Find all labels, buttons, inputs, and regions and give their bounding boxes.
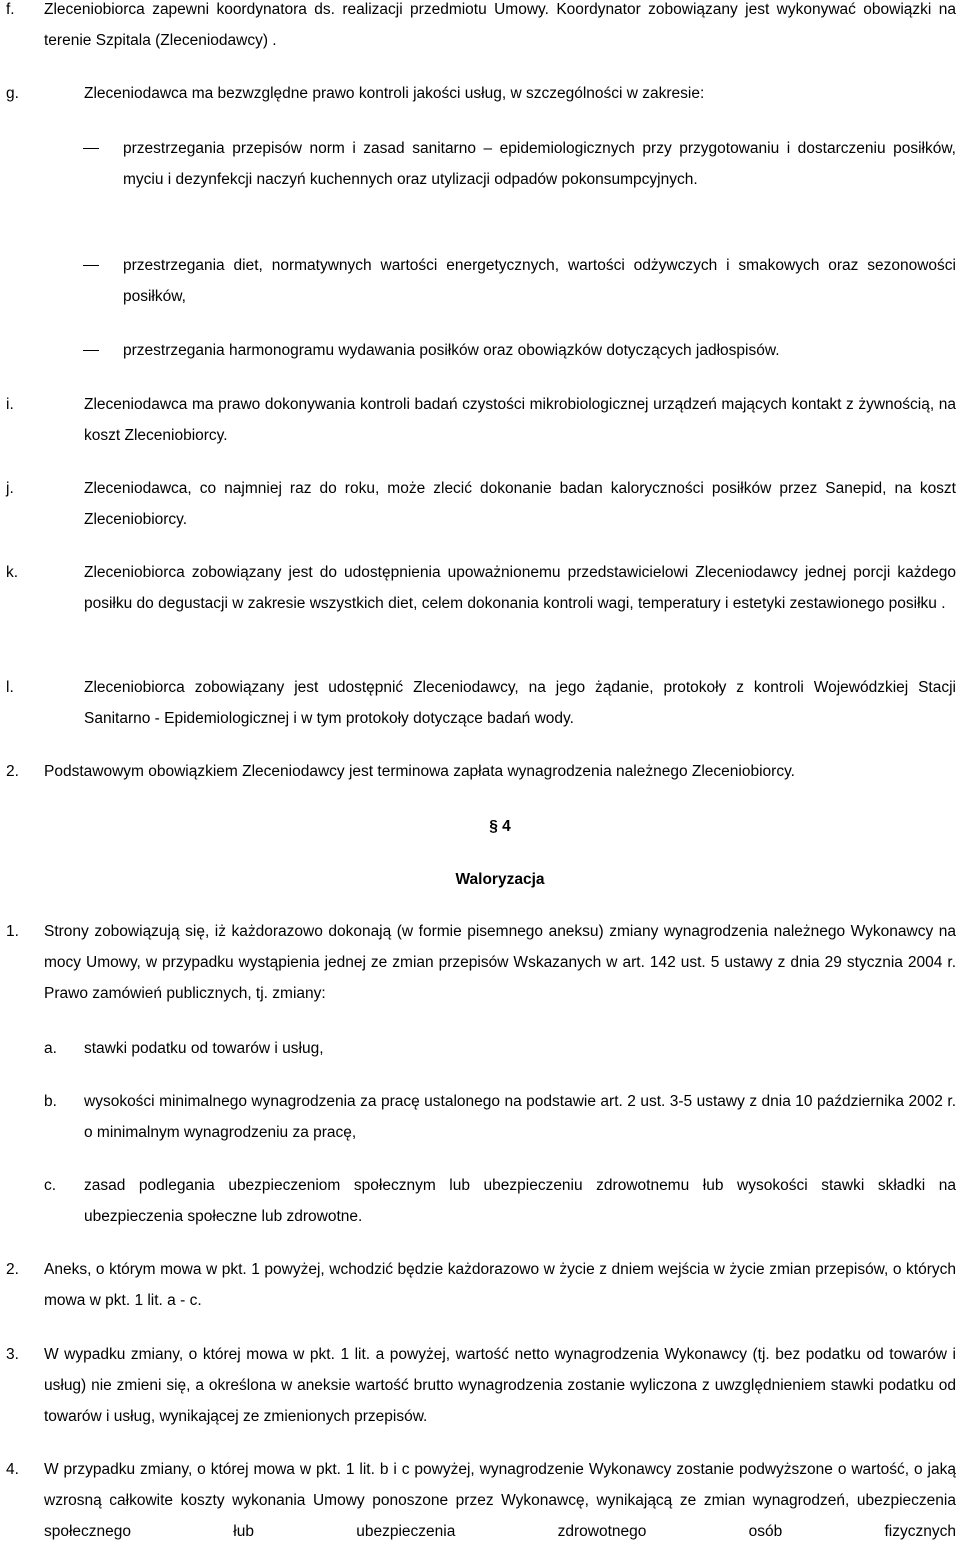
item-marker: 2. — [6, 763, 19, 780]
item-text: Podstawowym obowiązkiem Zleceniodawcy jest terminowa zapłata wynagrodzenia należnego Zleceniobiorcy. — [44, 763, 795, 780]
item-text: W wypadku zmiany, o której mowa w pkt. 1 lit. a powyżej, wartość netto wynagrodzenia Wykonawcy (tj. bez podatku od towarów i usług) nie zmieni się, a określona w aneksie wartość brutto wynagrodzenia zostanie wyliczona z uwzględnieniem stawki podatku od towarów i usług, wynikającej ze zmienionych przepisów. — [44, 1346, 956, 1425]
item-text: przestrzegania diet, normatywnych wartości energetycznych, wartości odżywczych i smakowych oraz sezonowości posiłków, — [123, 257, 956, 305]
item-text: Zleceniobiorca zapewni koordynatora ds. realizacji przedmiotu Umowy. Koordynator zobowiązany jest wykonywać obowiązki na terenie Szpitala (Zleceniodawcy) . — [44, 1, 956, 49]
dash-bullet — [83, 350, 99, 351]
item-text: Zleceniodawca, co najmniej raz do roku, może zlecić dokonanie badan kaloryczności posiłków przez Sanepid, na koszt Zleceniobiorcy. — [84, 480, 956, 528]
item-text: stawki podatku od towarów i usług, — [84, 1040, 324, 1057]
item-text: Strony zobowiązują się, iż każdorazowo dokonają (w formie pisemnego aneksu) zmiany wynagrodzenia należnego Wykonawcy na mocy Umowy, w przypadku wystąpienia jednej ze zmian przepisów Wskazanych w art. 142 ust. 5 ustawy z dnia 29 stycznia 2004 r. Prawo zamówień publicznych, tj. zmiany: — [44, 923, 956, 1002]
item-marker: b. — [44, 1093, 57, 1110]
item-marker: 4. — [6, 1461, 19, 1478]
section-symbol: § 4 — [489, 818, 511, 835]
item-text: przestrzegania harmonogramu wydawania posiłków oraz obowiązków dotyczących jadłospisów. — [123, 342, 780, 359]
item-marker: l. — [6, 679, 14, 696]
item-marker: 2. — [6, 1261, 19, 1278]
item-text: Zleceniodawca ma bezwzględne prawo kontroli jakości usług, w szczególności w zakresie: — [84, 85, 705, 102]
item-text: Zleceniodawca ma prawo dokonywania kontroli badań czystości mikrobiologicznej urządzeń mających kontakt z żywnością, na koszt Zleceniobiorcy. — [84, 396, 956, 444]
dash-bullet — [83, 265, 99, 266]
item-marker: j. — [6, 480, 14, 497]
item-text: W przypadku zmiany, o której mowa w pkt. 1 lit. b i c powyżej, wynagrodzenie Wykonawcy zostanie podwyższone o wartość, o jaką wzrosną całkowite koszty wykonania Umowy ponoszone przez Wykonawcę, wynikającą ze zmian wynagrodzeń, ubezpieczenia społecznego łub ubezpieczenia zdrowotnego osób fizycznych — [44, 1461, 956, 1540]
section-title: Waloryzacja — [455, 871, 545, 888]
item-marker: a. — [44, 1040, 57, 1057]
item-marker: 1. — [6, 923, 19, 940]
item-marker: g. — [6, 85, 19, 102]
item-text: wysokości minimalnego wynagrodzenia za pracę ustalonego na podstawie art. 2 ust. 3-5 ustawy z dnia 10 października 2002 r. o minimalnym wynagrodzeniu za pracę, — [84, 1093, 956, 1141]
item-text: Zleceniobiorca zobowiązany jest udostępnić Zleceniodawcy, na jego żądanie, protokoły z kontroli Wojewódzkiej Stacji Sanitarno - Epidemiologicznej i w tym protokoły dotyczące badań wody. — [84, 679, 956, 727]
item-text: przestrzegania przepisów norm i zasad sanitarno – epidemiologicznych przy przygotowaniu i dostarczeniu posiłków, myciu i dezynfekcji naczyń kuchennych oraz utylizacji odpadów pokonsumpcyjnych. — [123, 140, 956, 188]
item-text: Zleceniobiorca zobowiązany jest do udostępnienia upoważnionemu przedstawicielowi Zleceniodawcy jednej porcji każdego posiłku do degustacji w zakresie wszystkich diet, celem dokonania kontroli wagi, temperatury i estetyki zestawionego posiłku . — [84, 564, 956, 612]
item-marker: f. — [6, 1, 15, 18]
item-text: zasad podlegania ubezpieczeniom społecznym lub ubezpieczeniu zdrowotnemu łub wysokości stawki składki na ubezpieczenia społeczne lub zdrowotne. — [84, 1177, 956, 1225]
item-text: Aneks, o którym mowa w pkt. 1 powyżej, wchodzić będzie każdorazowo w życie z dniem wejścia w życie zmian przepisów, o których mowa w pkt. 1 lit. a - c. — [44, 1261, 956, 1309]
item-marker: i. — [6, 396, 14, 413]
dash-bullet — [83, 148, 99, 149]
item-marker: c. — [44, 1177, 57, 1194]
item-marker: k. — [6, 564, 19, 581]
item-marker: 3. — [6, 1346, 19, 1363]
